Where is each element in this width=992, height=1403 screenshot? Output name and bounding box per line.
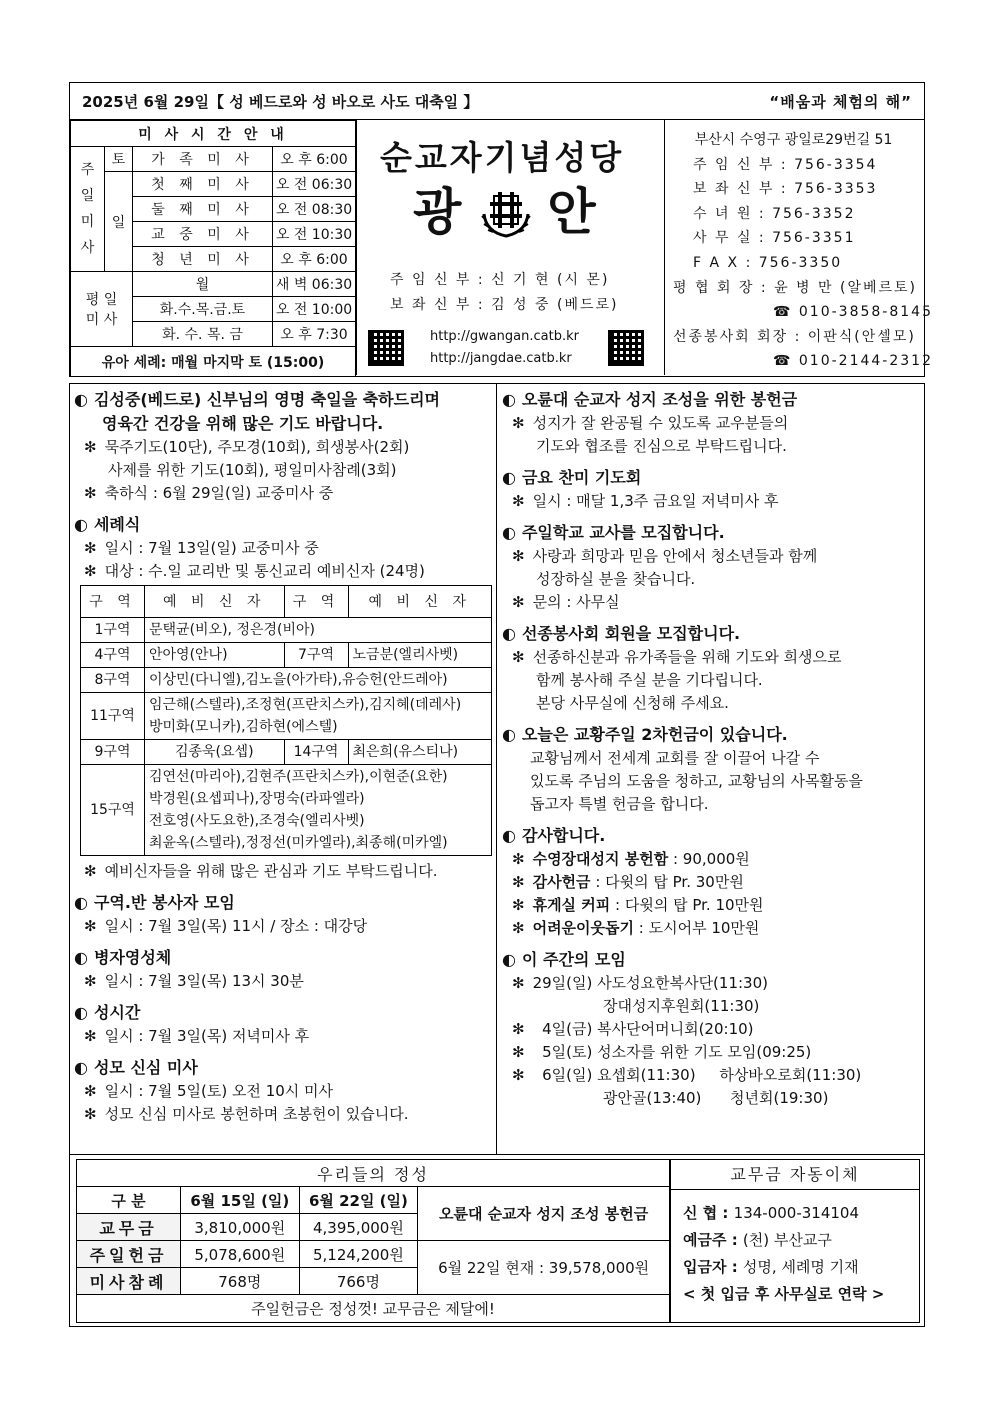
star-icon: ✻ [512, 974, 525, 992]
mass-name: 교 중 미 사 [133, 222, 273, 247]
offering-title: 우리들의 정성 [77, 1160, 670, 1187]
mass-name: 화.수.목.금.토 [133, 297, 273, 322]
address: 부산시 수영구 광일로29번길 51 [694, 132, 893, 148]
section-heading: 세례식 [93, 515, 141, 534]
bullet-icon: ◐ [502, 468, 516, 487]
donation-value: : 다윗의 탑 Pr. 30만원 [590, 873, 744, 891]
table-header: 구 역 [81, 586, 145, 618]
star-icon: ✻ [512, 414, 525, 432]
zone-cell: 14구역 [284, 740, 348, 765]
left-column [70, 384, 497, 1154]
depositor-value: 성명, 세례명 기재 [742, 1258, 859, 1276]
star-icon: ✻ [512, 1066, 525, 1084]
zone-cell: 8구역 [81, 668, 145, 693]
phone-convent: 수 녀 원 : 756-3352 [693, 205, 856, 222]
teacher-recruit-section [502, 521, 924, 614]
meeting-text: 사도성요한복사단(11:30) [597, 974, 768, 992]
mass-time: 오 전 10:30 [273, 222, 356, 247]
table-row [77, 1241, 670, 1268]
section-heading: 주일학교 교사를 모집합니다. [521, 523, 725, 542]
table-header: 6월 15일 (일) [181, 1187, 300, 1214]
bulletin-body [69, 383, 925, 1155]
star-icon: ✻ [512, 873, 525, 891]
candidate-cell [145, 693, 492, 740]
table-row [81, 618, 492, 643]
item-text: 축하식 : 6월 29일(일) 교중미사 중 [104, 484, 334, 502]
bullet-icon: ◐ [74, 515, 88, 534]
item-text: 사제를 위한 기도(10회), 평일미사참례(3회) [108, 461, 397, 479]
holy-hour-section [74, 1001, 496, 1048]
candidate-line: 임근해(스텔라),조정현(프란치스카),김지혜(데레사) [149, 697, 462, 713]
contact-note: < 첫 입금 후 사무실로 연락 > [683, 1285, 885, 1303]
fax: F A X : 756-3350 [693, 254, 843, 271]
right-column [498, 384, 924, 1154]
weekday-mass-label: 평 일 미 사 [71, 272, 133, 347]
bullet-icon: ◐ [502, 523, 516, 542]
table-row [81, 740, 492, 765]
item-text: 성지가 잘 완공될 수 있도록 교우분들의 [532, 414, 789, 432]
mass-time: 오 후 7:30 [273, 322, 356, 347]
zone-cell: 4구역 [81, 643, 145, 668]
parish-subtitle: 순교자기념성당 [380, 138, 625, 177]
item-text: 기도와 협조를 진심으로 부탁드립니다. [536, 437, 787, 455]
council-president: 평 협 회 장 : 윤 병 만 (알베르토) [673, 279, 918, 296]
section-heading: 오륜대 순교자 성지 조성을 위한 봉헌금 [521, 390, 798, 409]
item-text: 일시 : 7월 3일(목) 11시 / 장소 : 대강당 [104, 917, 368, 935]
table-header: 6월 22일 (일) [299, 1187, 418, 1214]
year-motto: “배움과 체험의 해” [769, 92, 912, 111]
star-icon: ✻ [84, 539, 97, 557]
section-heading: 김성중(베드로) 신부님의 영명 축일을 축하드리며 [93, 390, 440, 409]
candidate-cell: 김종욱(요셉) [145, 740, 285, 765]
item-text: 묵주기도(10단), 주모경(10회), 희생봉사(2회) [104, 438, 410, 456]
candidate-line: 박경원(요셉피나),장명숙(라파엘라) [149, 791, 365, 807]
bullet-icon: ◐ [74, 1058, 88, 1077]
item-text: 돕고자 특별 헌금을 합니다. [530, 795, 709, 813]
candidate-line: 전호영(사도요한),조경숙(엘리사벳) [149, 813, 365, 829]
meeting-text: 장대성지후원회(11:30) [603, 997, 760, 1015]
url-gwangan[interactable]: http://gwangan.catb.kr [430, 329, 579, 344]
phone-pastor: 주 임 신 부 : 756-3354 [693, 156, 878, 173]
table-header: 구 역 [284, 586, 348, 618]
table-header: 예 비 신 자 [145, 586, 285, 618]
funeral-recruit-section [502, 622, 924, 715]
marian-mass-section [74, 1056, 496, 1126]
table-row [81, 668, 492, 693]
item-text: 교황님께서 전세계 교회를 잘 이끌어 나갈 수 [530, 749, 820, 767]
bullet-icon: ◐ [74, 948, 88, 967]
item-text: 예비신자들을 위해 많은 관심과 기도 부탁드립니다. [104, 862, 438, 880]
item-text: 성모 신심 미사로 봉헌하며 초봉헌이 있습니다. [104, 1105, 409, 1123]
meeting-text: 요셉회(11:30) [597, 1066, 696, 1084]
bulletin-date: 2025년 6월 29일【 성 베드로와 성 바오로 사도 대축일 】 [82, 92, 479, 111]
item-text: 일시 : 7월 3일(목) 저녁미사 후 [104, 1027, 310, 1045]
shrine-fund-section [502, 388, 924, 458]
weekly-meetings-section [502, 948, 924, 1110]
item-text: 선종하신분과 유가족들을 위해 기도와 희생으로 [532, 648, 842, 666]
star-icon: ✻ [84, 1027, 97, 1045]
donor-label: 어려운이웃돕기 [532, 919, 635, 937]
item-text: 성장하실 분을 찾습니다. [536, 570, 696, 588]
star-icon: ✻ [84, 862, 97, 880]
meeting-text: 복사단어머니회(20:10) [597, 1020, 754, 1038]
mass-time: 오 전 10:00 [273, 297, 356, 322]
meeting-day: 29일(일) [532, 974, 593, 992]
bulletin-header [69, 82, 925, 120]
star-icon: ✻ [84, 1082, 97, 1100]
table-row [81, 765, 492, 856]
council-phone: ☎ 010-3858-8145 [773, 304, 933, 321]
meeting-day: 5일(토) [542, 1043, 593, 1061]
mass-time: 오 전 06:30 [273, 172, 356, 197]
mass-name: 첫 째 미 사 [133, 172, 273, 197]
sick-communion-section [74, 946, 496, 993]
star-icon: ✻ [512, 593, 525, 611]
meeting-day: 4일(금) [542, 1020, 593, 1038]
candidate-cell: 노금분(엘리사벳) [348, 643, 491, 668]
candidate-line: 방미화(모니카),김하현(에스텔) [149, 719, 338, 735]
item-text: 대상 : 수.일 교리반 및 통신교리 예비신자 (24명) [104, 562, 425, 580]
meeting-text: 성소자를 위한 기도 모임(09:25) [597, 1043, 812, 1061]
mass-time: 오 후 6:00 [273, 247, 356, 272]
item-text: 일시 : 7월 13일(일) 교중미사 중 [104, 539, 319, 557]
auto-transfer-box [670, 1159, 920, 1323]
bullet-icon: ◐ [502, 950, 516, 969]
value-cell: 5,124,200원 [299, 1241, 418, 1268]
mass-name: 둘 째 미 사 [133, 197, 273, 222]
table-row [81, 693, 492, 740]
item-text: 일시 : 7월 3일(목) 13시 30분 [104, 972, 304, 990]
star-icon: ✻ [512, 1043, 525, 1061]
auto-transfer-title: 교무금 자동이체 [671, 1160, 919, 1190]
saturday-label: 토 [105, 147, 133, 172]
funeral-service-phone: ☎ 010-2144-2312 [773, 353, 933, 370]
parish-name-part2: 안 [547, 182, 598, 241]
donor-label: 휴게실 커피 [532, 896, 611, 914]
shrine-fund-header: 오륜대 순교자 성지 조성 봉헌금 [418, 1187, 670, 1241]
pastor: 주 임 신 부 : 신 기 현 (시 몬) [390, 272, 610, 288]
item-text: 함께 봉사해 주실 분을 기다립니다. [536, 671, 763, 689]
value-cell: 3,810,000원 [181, 1214, 300, 1241]
offering-block [69, 1155, 925, 1327]
item-text: 일시 : 7월 5일(토) 오전 10시 미사 [104, 1082, 334, 1100]
star-icon: ✻ [84, 1105, 97, 1123]
donation-value: : 다윗의 탑 Pr. 10만원 [610, 896, 764, 914]
mass-name: 화. 수. 목. 금 [133, 322, 273, 347]
offering-table [76, 1159, 670, 1323]
row-label: 미사참례 [77, 1268, 181, 1295]
section-heading: 선종봉사회 회원을 모집합니다. [521, 624, 741, 643]
funeral-service-president: 선종봉사회 회장 : 이판식(안셀모) [673, 328, 916, 345]
account-holder: (천) 부산교구 [742, 1231, 832, 1249]
donor-label: 수영장대성지 봉헌함 [532, 850, 669, 868]
mass-name: 가 족 미 사 [133, 147, 273, 172]
mass-schedule [70, 120, 357, 375]
zone-cell: 1구역 [81, 618, 145, 643]
item-text: 문의 : 사무실 [532, 593, 620, 611]
friday-prayer-section [502, 466, 924, 513]
infant-baptism: 유아 세례: 매월 마지막 토 (15:00) [71, 347, 356, 377]
star-icon: ✻ [84, 917, 97, 935]
table-header: 예 비 신 자 [348, 586, 491, 618]
bullet-icon: ◐ [502, 725, 516, 744]
value-cell: 4,395,000원 [299, 1214, 418, 1241]
bullet-icon: ◐ [74, 390, 88, 409]
zone-cell: 9구역 [81, 740, 145, 765]
section-heading: 감사합니다. [521, 826, 606, 845]
star-icon: ✻ [84, 562, 97, 580]
thanks-section [502, 824, 924, 940]
candidate-cell [145, 765, 492, 856]
account-number: 134-000-314104 [733, 1204, 860, 1222]
star-icon: ✻ [84, 438, 97, 456]
priests-list [390, 268, 618, 318]
holder-label: 예금주 : [683, 1231, 743, 1249]
mass-time: 오 전 08:30 [273, 197, 356, 222]
feast-day-section [74, 388, 496, 505]
section-heading: 성모 신심 미사 [93, 1058, 198, 1077]
shrine-fund-total: 6월 22일 현재 : 39,578,000원 [418, 1241, 670, 1295]
meeting-text: 광안골(13:40) [603, 1089, 702, 1107]
pope-sunday-section [502, 723, 924, 816]
parish-emblem-icon [476, 184, 536, 240]
catechumen-table [80, 585, 492, 856]
phone-office: 사 무 실 : 756-3351 [693, 230, 856, 247]
value-cell: 5,078,600원 [181, 1241, 300, 1268]
mass-time: 오 후 6:00 [273, 147, 356, 172]
item-text: 있도록 주님의 도움을 청하고, 교황님의 사목활동을 [530, 772, 863, 790]
item-text: 일시 : 매달 1,3주 금요일 저녁미사 후 [532, 492, 779, 510]
star-icon: ✻ [512, 896, 525, 914]
table-row [81, 643, 492, 668]
candidate-cell: 안아영(안나) [145, 643, 285, 668]
section-heading: 구역.반 봉사자 모임 [93, 893, 235, 912]
item-text: 본당 사무실에 신청해 주세요. [536, 694, 729, 712]
meeting-day: 6일(일) [542, 1066, 593, 1084]
parish-identity [358, 120, 664, 375]
phone-assistant: 보 좌 신 부 : 756-3353 [693, 181, 878, 198]
bullet-icon: ◐ [74, 1003, 88, 1022]
parish-urls [430, 326, 579, 370]
bullet-icon: ◐ [502, 624, 516, 643]
star-icon: ✻ [512, 1020, 525, 1038]
donation-value: : 도시어부 10만원 [634, 919, 760, 937]
url-jangdae[interactable]: http://jangdae.catb.kr [430, 351, 572, 366]
section-heading: 이 주간의 모임 [521, 950, 626, 969]
candidate-line: 최윤옥(스텔라),정정선(미카엘라),최종해(미카엘) [149, 835, 448, 851]
star-icon: ✻ [512, 648, 525, 666]
assistant-priest: 보 좌 신 부 : 김 성 중 (베드로) [390, 297, 619, 313]
baptism-section [74, 513, 496, 883]
star-icon: ✻ [84, 484, 97, 502]
bullet-icon: ◐ [502, 826, 516, 845]
mass-name: 청 년 미 사 [133, 247, 273, 272]
donor-label: 감사헌금 [532, 873, 591, 891]
top-info-block [69, 120, 933, 377]
star-icon: ✻ [512, 850, 525, 868]
bullet-icon: ◐ [74, 893, 88, 912]
value-cell: 766명 [299, 1268, 418, 1295]
table-header: 구 분 [77, 1187, 181, 1214]
section-heading: 성시간 [93, 1003, 141, 1022]
candidate-cell: 이상민(다니엘),김노을(아가타),유승헌(안드레아) [145, 668, 492, 693]
volunteer-meeting-section [74, 891, 496, 938]
parish-name-part1: 광 [413, 182, 464, 241]
section-heading: 금요 찬미 기도회 [521, 468, 642, 487]
meeting-text: 하상바오로회(11:30) [719, 1066, 862, 1084]
donation-value: : 90,000원 [668, 850, 750, 868]
meeting-text: 청년회(19:30) [730, 1089, 829, 1107]
star-icon: ✻ [512, 547, 525, 565]
bullet-icon: ◐ [502, 390, 516, 409]
mass-schedule-title: 미 사 시 간 안 내 [71, 121, 356, 147]
sunday-label: 일 [105, 172, 133, 272]
star-icon: ✻ [512, 492, 525, 510]
mass-name: 월 [133, 272, 273, 297]
section-heading: 영육간 건강을 위해 많은 기도 바랍니다. [102, 414, 384, 433]
depositor-label: 입금자 : [683, 1258, 743, 1276]
section-heading: 병자영성체 [93, 948, 172, 967]
zone-cell: 11구역 [81, 693, 145, 740]
offering-footer: 주일헌금은 정성껏! 교무금은 제달에! [77, 1295, 670, 1323]
zone-cell: 15구역 [81, 765, 145, 856]
star-icon: ✻ [84, 972, 97, 990]
sunday-mass-label: 주 일 미 사 [71, 147, 105, 272]
zone-cell: 7구역 [284, 643, 348, 668]
qr-code-icon [368, 330, 404, 366]
candidate-cell: 최은희(유스티나) [348, 740, 491, 765]
row-label: 주일헌금 [77, 1241, 181, 1268]
bank-label: 신 협 : [683, 1204, 734, 1222]
candidate-line: 김연선(마리아),김현주(프란치스카),이현준(요한) [149, 769, 448, 785]
star-icon: ✻ [512, 919, 525, 937]
candidate-cell: 문택균(비오), 정은경(비아) [145, 618, 492, 643]
contact-info [664, 120, 933, 375]
mass-time: 새 벽 06:30 [273, 272, 356, 297]
qr-code-icon [608, 330, 644, 366]
item-text: 사랑과 희망과 믿음 안에서 청소년들과 함께 [532, 547, 818, 565]
section-heading: 오늘은 교황주일 2차헌금이 있습니다. [521, 725, 788, 744]
row-label: 교무금 [77, 1214, 181, 1241]
value-cell: 768명 [181, 1268, 300, 1295]
